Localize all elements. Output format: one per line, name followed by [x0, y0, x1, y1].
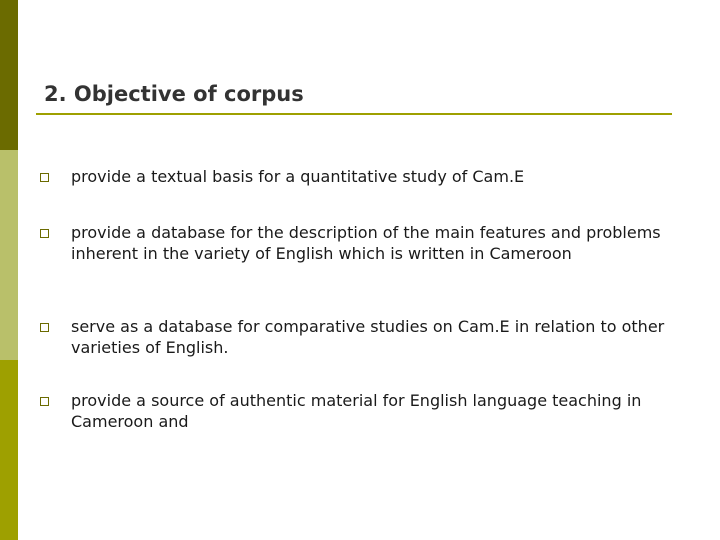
hollow-square-icon	[40, 173, 49, 182]
bullet-text: provide a source of authentic material for English language teaching in Cameroon and	[71, 391, 642, 431]
accent-band-mid	[0, 360, 18, 540]
left-accent-bar	[0, 0, 18, 540]
accent-band-dark	[0, 0, 18, 150]
bullet-text: serve as a database for comparative studies on Cam.E in relation to other varieties of English.	[71, 317, 665, 357]
bullet-text: provide a textual basis for a quantitative study of Cam.E	[71, 167, 525, 186]
title-underline	[36, 113, 672, 115]
hollow-square-icon	[40, 229, 49, 238]
hollow-square-icon	[40, 397, 49, 406]
hollow-square-icon	[40, 323, 49, 332]
accent-band-light	[0, 150, 18, 360]
slide-title: 2. Objective of corpus	[44, 82, 304, 106]
bullet-text: provide a database for the description of the main features and problems inherent in the variety of English which is written in Cameroon	[71, 223, 661, 263]
